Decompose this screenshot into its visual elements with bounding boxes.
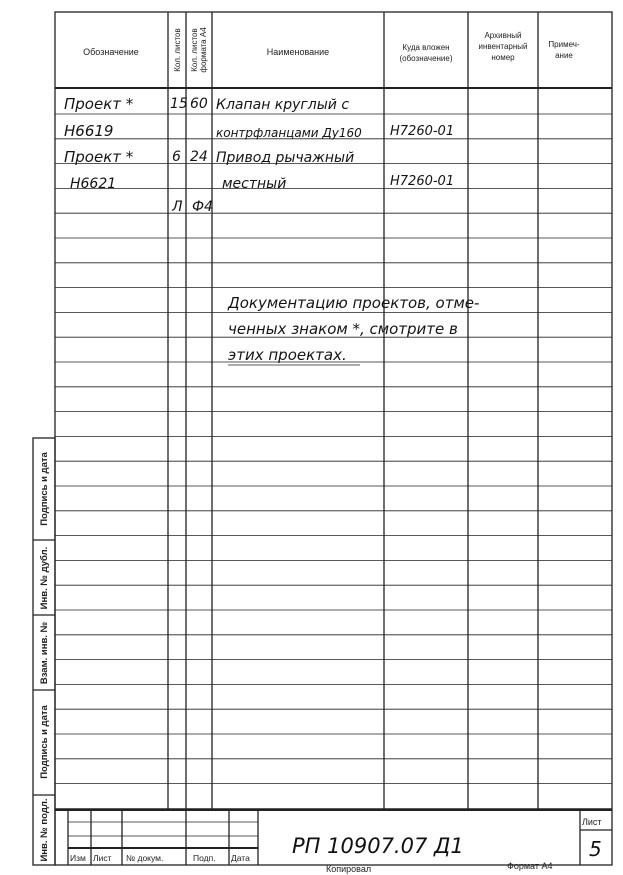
row-3-name: Привод рычажный — [216, 150, 355, 166]
row-5-sheets: Л — [172, 199, 183, 215]
doc-code: РП 10907.07 Д1 — [292, 834, 464, 858]
tb-sheet: Лист — [93, 853, 112, 863]
remark-line-1: Документацию проектов, отме- — [228, 294, 480, 312]
footer-format: Формат А4 — [507, 861, 553, 871]
footer-copied: Копировал — [326, 864, 372, 874]
header-designation: Обозначение — [83, 47, 139, 57]
tb-sheet-label: Лист — [582, 817, 602, 827]
remark — [227, 294, 479, 365]
row-1-name: Клапан круглый с — [216, 97, 350, 113]
row-2-designation: Н6619 — [64, 122, 114, 140]
table-row-lines — [55, 114, 612, 808]
row-2-name: контрфланцами Ду160 — [216, 126, 362, 140]
row-4-name: местный — [222, 176, 287, 192]
row-1-designation: Проект * — [64, 95, 134, 113]
remark-line-2: ченных знаком *, смотрите в — [228, 320, 458, 338]
row-1-a4: 60 — [190, 96, 208, 112]
remark-line-3: этих проектах. — [228, 346, 347, 364]
row-3-a4: 24 — [190, 149, 208, 165]
header-name: Наименование — [266, 47, 330, 57]
header-a4-format-count: Кол. листовформата А4 — [190, 27, 208, 73]
header-where-placed: Куда вложен (обозначение) — [399, 43, 453, 63]
row-3-sheets: 6 — [172, 149, 181, 165]
header-archive-number: Архивный инвентарный номер — [478, 31, 528, 62]
tb-sign: Подп. — [193, 853, 216, 863]
entries — [64, 95, 454, 215]
tb-doc-no: № докум. — [126, 853, 164, 863]
tb-date: Дата — [231, 853, 250, 863]
row-3-designation: Проект * — [64, 148, 134, 166]
sheet-number: 5 — [589, 837, 602, 861]
side-label-orig-inv-no: Инв. № подл. — [39, 798, 50, 862]
row-1-sheets: 15 — [170, 96, 188, 112]
row-4-designation: Н6621 — [70, 176, 117, 192]
row-2-where: Н7260-01 — [390, 124, 455, 139]
row-5-a4: Ф4 — [192, 199, 213, 215]
side-label-replaces-inv-no: Взам. инв. № — [39, 621, 50, 685]
side-label-sign-date-top: Подпись и дата — [39, 452, 50, 526]
side-label-dup-inv-no: Инв. № дубл. — [39, 546, 50, 610]
row-4-where: Н7260-01 — [390, 174, 455, 189]
header-sheets-count: Кол. листов — [173, 28, 182, 72]
side-label-sign-date-bottom: Подпись и дата — [39, 705, 50, 779]
header-note: Примеч-ание — [548, 40, 580, 60]
tb-change: Изм — [70, 853, 86, 863]
